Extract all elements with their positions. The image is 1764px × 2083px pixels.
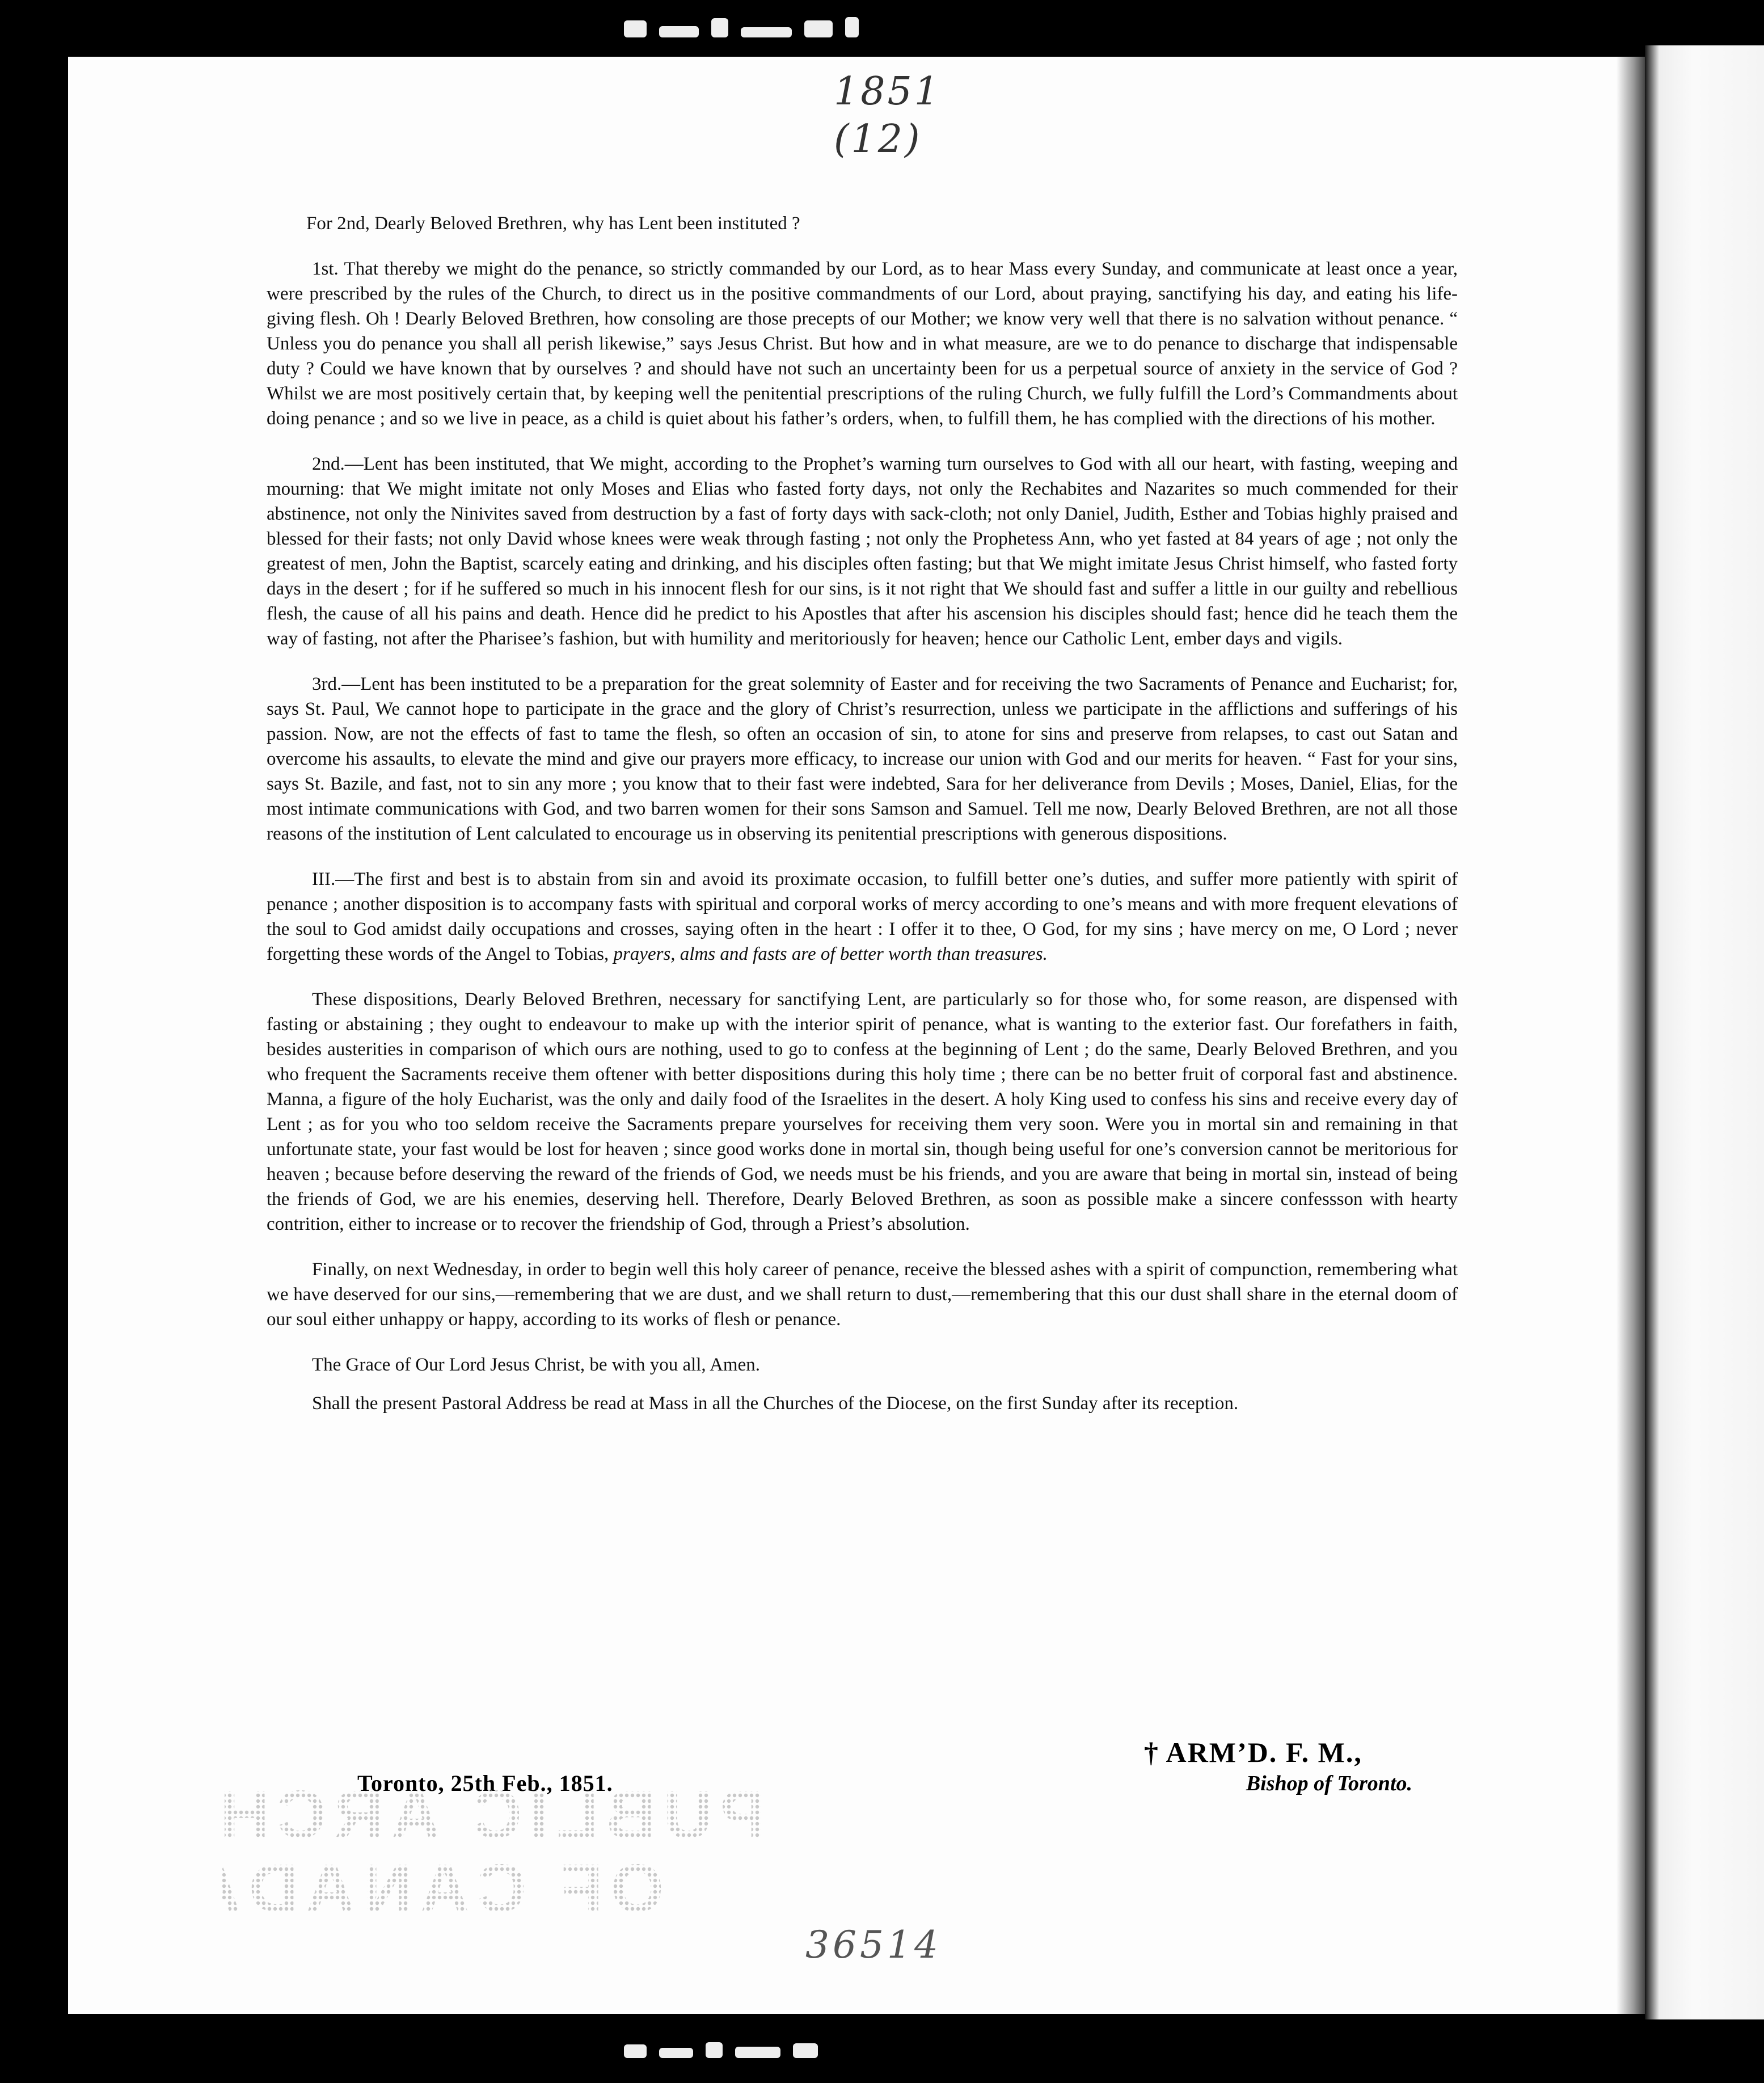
signature-name: † ARM’D. F. M.,: [1143, 1736, 1362, 1768]
adjacent-page-edge: [1645, 45, 1764, 2019]
paragraph-first-reason: 1st. That thereby we might do the penance, so strictly commanded by our Lord, as to hear Mass every Sunday, and communicate at least once a year, were prescribed by the rules of the Church, to direct us in the positive commandments of our Lord, about praying, sanctifying his day, and eating his life-giving flesh. Oh ! Dearly Beloved Brethren, how consoling are those precepts of our Mother; we know very well that there is no salvation without penance. “ Unless you do penance you shall all perish likewise,” says Jesus Christ. But how and in what measure, are we to do penance to discharge that indispensable duty ? Could we have known that by ourselves ? and should have not such an uncertainty been for us a perpetual source of anxiety in the service of God ? Whilst we are most positively certain that, by keeping well the penitential prescriptions of the ruling Church, we fully fulfill the Lord’s Commandments about doing penance ; and so we live in peace, as a child is quiet about his father’s orders, when, to fulfill them, he has complied with the directions of his mother.: [267, 259, 1458, 429]
place-date: Toronto, 25th Feb., 1851.: [357, 1770, 613, 1796]
bottom-edge-marks: [624, 2042, 1191, 2065]
paragraph-lent-dispositions: These dispositions, Dearly Beloved Brethren, necessary for sanctifying Lent, are particularly so for those who, for some reason, are dispensed with fasting or abstaining ; they ought to endeavour to make up with the interior spirit of penance, what is wanting to the exterior fast. Our forefathers in faith, besides austerities in comparison of which ours are nothing, used to go to confess at the beginning of Lent ; do the same, Dearly Beloved Brethren, and you who frequent the Sacraments receive them oftener with better dispositions during this holy time ; there can be no better fruit of corporal fast and abstinence. Manna, a figure of the holy Eucharist, was the only and daily food of the Israelites in the desert. A holy King used to confess his sins and receive every day of Lent ; as for you who too seldom receive the Sacraments prepare yourselves for receiving them very soon. Were you in mortal sin and remaining in that unfortunate state, your fast would be lost for heaven ; since good works done in mortal sin, though being useful for one’s conversion cannot be meritorious for heaven ; because before deserving the reward of the friends of God, we needs must be his friends, and you are aware that being in mortal sin, instead of being the friends of God, we are his enemies, deserving hell. Therefore, Dearly Beloved Brethren, as soon as possible make a sincere confessson with hearty contrition, either to increase or to recover the friendship of God, through a Priest’s absolution.: [267, 989, 1458, 1234]
angel-quote: prayers, alms and fasts are of better worth than treasures.: [613, 944, 1048, 964]
paragraph-third-reason: 3rd.—Lent has been instituted to be a preparation for the great solemnity of Easter and for receiving the two Sacraments of Penance and Eucharist; for, says St. Paul, We cannot hope to participate in the grace and the glory of Christ’s resurrection, unless we participate in the afflictions and sufferings of his passion. Now, are not the effects of fast to tame the flesh, so often an occasion of sin, to atone for sins and preserve from relapses, to cast out Satan and overcome his assaults, to elevate the mind and give our prayers more efficacy, to increase our union with God and our merits for heaven. “ Fast for your sins, says St. Bazile, and fast, not to sin any more ; you know that to their fast were indebted, Sara for her deliverance from Devils ; Moses, Daniel, Elias, for the most intimate communications with God, and two barren women for their sons Samson and Samuel. Tell me now, Dearly Beloved Brethren, are not all those reasons of the institution of Lent calculated to encourage us in observing its penitential prescriptions with generous dispositions.: [267, 674, 1458, 844]
archive-perforation-stamp: [221, 1776, 788, 1923]
paragraph-intro: For 2nd, Dearly Beloved Brethren, why has Lent been instituted ?: [306, 213, 800, 234]
handwritten-archive-number: 1851 (12): [834, 69, 942, 162]
handwritten-stamp-number: 36514: [805, 1923, 942, 1967]
paragraph-second-reason: 2nd.—Lent has been instituted, that We might, according to the Prophet’s warning turn ourselves to God with all our heart, with fasting, weeping and mourning: that We might imitate not only Moses and Elias who fasted forty days, not only the Rechabites and Nazarites so much commended for their abstinence, not only the Ninivites saved from destruction by a fast of forty days with sack-cloth; not only Daniel, Judith, Esther and Tobias highly praised and blessed for their fasts; not only David whose knees were weak through fasting ; not only the Prophetess Ann, who yet fasted at 84 years of age ; not only the greatest of men, John the Baptist, scarcely eating and drinking, and his disciples often fasting; but that We might imitate Jesus Christ himself, who fasted forty days in the desert ; for if he suffered so much in his innocent flesh for our sins, is it not right that We should fast and suffer a little in our guilty and rebellious flesh, the cause of all his pains and death. Hence did he predict to his Apostles that after his ascension his disciples should fast; hence did he teach them the way of fasting, not after the Pharisee’s fashion, but with humility and meritoriously for heaven; hence our Catholic Lent, ember days and vigils.: [267, 454, 1458, 649]
paragraph-dispositions-text: III.—The first and best is to abstain from sin and avoid its proximate occasion, to fulfill better one’s duties, and suffer more patiently with spirit of penance ; another disposition is to accompany fasts with spiritual and corporal works of mercy according to one’s means and with more frequent elevations of the soul to God amidst daily occupations and crosses, saying often in the heart : I offer it to thee, O God, for my sins ; have mercy on me, O Lord ; never forgetting these words of the Angel to Tobias,: [267, 869, 1458, 964]
stamp-line-2: OF CANADA: [221, 1850, 664, 1923]
paragraph-reading-instruction: Shall the present Pastoral Address be read at Mass in all the Churches of the Diocese, on the first Sunday after its reception.: [312, 1393, 1239, 1414]
paragraph-dispositions: [267, 867, 1458, 967]
signature-title: Bishop of Toronto.: [1246, 1772, 1412, 1795]
page-edge-shadow: [1617, 57, 1645, 2014]
paragraph-ash-wednesday: Finally, on next Wednesday, in order to begin well this holy career of penance, receive the blessed ashes with a spirit of compunction, remembering what we have deserved for our sins,—remembering that we are dust, and we shall return to dust,—remembering that this our dust shall share in the eternal doom of our soul either unhappy or happy, according to its works of flesh or penance.: [267, 1259, 1458, 1330]
top-edge-marks: [624, 17, 1191, 40]
pastoral-letter-body: [267, 211, 1458, 1436]
signature: [1133, 1736, 1412, 1796]
paragraph-grace: The Grace of Our Lord Jesus Christ, be with you all, Amen.: [312, 1355, 761, 1375]
stamp-line-1: PUBLIC ARCH: [221, 1777, 766, 1853]
